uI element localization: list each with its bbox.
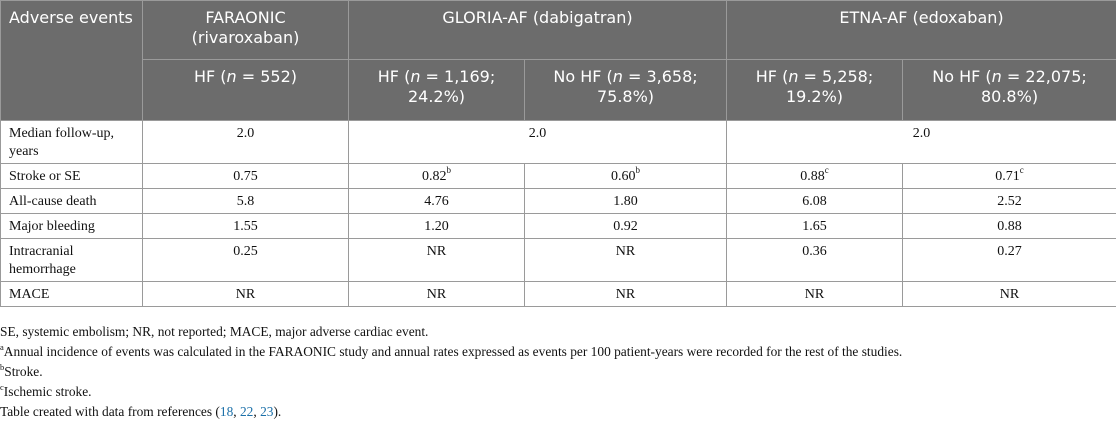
subheader-text: = 5,258; 19.2%) [786,67,873,106]
table-cell [349,164,525,189]
reference-link-18[interactable]: 18 [220,404,233,419]
table-cell: 0.88 [903,214,1116,239]
subheader-text: No HF ( [932,67,991,86]
cell-value: 0.71 [995,169,1020,184]
footnote-mark: a [0,342,4,352]
table-cell: 1.20 [349,214,525,239]
footnote-b [0,362,1116,382]
table-cell: 4.76 [349,189,525,214]
footnote-text: Ischemic stroke. [4,384,92,399]
subheader-text: No HF ( [553,67,612,86]
table-cell: NR [525,239,727,282]
subheader-gloria-hf [349,60,525,121]
table-cell: NR [525,282,727,307]
cell-value: 0.60 [611,169,636,184]
table-cell [903,164,1116,189]
table-row-ich [1,239,1116,282]
table-cell: 2.0 [143,121,349,164]
reference-link-22[interactable]: 22 [240,404,253,419]
subheader-text: = 22,075; 80.8%) [981,67,1087,106]
subheader-text: HF ( [378,67,411,86]
subheader-gloria-no-hf [525,60,727,121]
table-cell: 0.25 [143,239,349,282]
table-cell: NR [349,239,525,282]
footnote-mark: b [0,362,4,372]
footnote-mark: c [825,165,829,175]
table-cell: 2.52 [903,189,1116,214]
footnote-mark: c [0,382,4,392]
table-cell: NR [903,282,1116,307]
table-cell [727,164,903,189]
subheader-etna-no-hf [903,60,1116,121]
subheader-etna-hf [727,60,903,121]
table-cell: NR [143,282,349,307]
table-row-bleeding [1,214,1116,239]
table-cell: 0.27 [903,239,1116,282]
source-text: ). [273,404,281,419]
subheader-text: = 3,658; 75.8%) [597,67,698,106]
table-row-mace [1,282,1116,307]
header-etna-af: ETNA-AF (edoxaban) [727,1,1116,60]
footnote-mark: b [636,165,641,175]
table-cell: 2.0 [349,121,727,164]
reference-link-23[interactable]: 23 [260,404,273,419]
table-cell [143,164,349,189]
table-cell: NR [727,282,903,307]
table-cell: 2.0 [727,121,1116,164]
table-cell: NR [349,282,525,307]
table-cell: 5.8 [143,189,349,214]
table-cell: 6.08 [727,189,903,214]
table-cell: 1.65 [727,214,903,239]
subheader-n: n [410,67,420,86]
source-text: Table created with data from references ( [0,404,220,419]
footnote-text: Annual incidence of events was calculated in the FARAONIC study and annual rates expressed as events per 100 patient-years were recorded for the rest of the studies. [4,344,902,359]
row-label: All-cause death [1,189,143,214]
table-row-stroke [1,164,1116,189]
table-cell: 1.55 [143,214,349,239]
row-label: MACE [1,282,143,307]
row-label: Stroke or SE [1,164,143,189]
header-row-2 [1,60,1116,121]
ref-separator: , [233,404,240,419]
table-cell: 1.80 [525,189,727,214]
ref-separator: , [253,404,260,419]
header-adverse-events: Adverse events [1,1,143,121]
subheader-text: = 1,169; 24.2%) [408,67,495,106]
subheader-text: = 552) [237,67,297,86]
footnote-a [0,342,1116,362]
footnote-mark: b [447,165,452,175]
subheader-n: n [788,67,798,86]
table-footnotes [0,322,1116,422]
table-row-followup [1,121,1116,164]
footnote-c [0,382,1116,402]
cell-value: 0.88 [800,169,825,184]
subheader-n: n [613,67,623,86]
cell-value: 0.75 [233,169,258,184]
subheader-faraonic-hf [143,60,349,121]
table-row-death [1,189,1116,214]
cell-value: 0.82 [422,169,447,184]
footnote-text: Stroke. [4,364,42,379]
header-faraonic: FARAONIC (rivaroxaban) [143,1,349,60]
footnote-abbreviations: SE, systemic embolism; NR, not reported; MACE, major adverse cardiac event. [0,322,1116,342]
header-row-1 [1,1,1116,60]
footnote-mark: c [1020,165,1024,175]
subheader-n: n [227,67,237,86]
row-label: Major bleeding [1,214,143,239]
subheader-text: HF ( [194,67,227,86]
row-label: Intracranial hemorrhage [1,239,143,282]
footnote-source [0,402,1116,422]
table-cell: 0.92 [525,214,727,239]
header-gloria-af: GLORIA-AF (dabigatran) [349,1,727,60]
subheader-n: n [992,67,1002,86]
subheader-text: HF ( [756,67,789,86]
table-cell: 0.36 [727,239,903,282]
row-label: Median follow-up, years [1,121,143,164]
table-cell [525,164,727,189]
